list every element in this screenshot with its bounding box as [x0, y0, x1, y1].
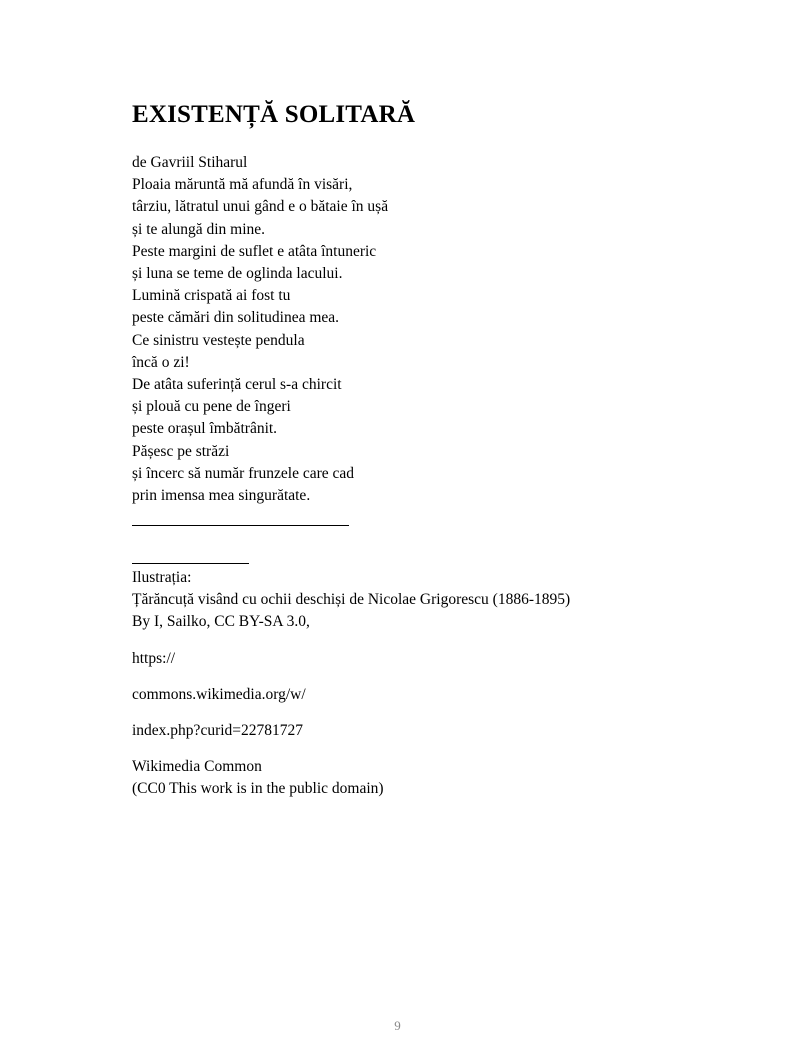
source-url-part: index.php?curid=22781727	[132, 722, 304, 740]
poem-line: târziu, lătratul unui gând e o bătaie în ușă	[132, 198, 389, 216]
poem-line: prin imensa mea singurătate.	[132, 487, 311, 505]
poem-line: Peste margini de suflet e atâta întuneric	[132, 242, 377, 260]
poem-end-divider	[132, 525, 349, 526]
illustration-label: Ilustrația:	[132, 569, 192, 586]
source-url-part: commons.wikimedia.org/w/	[132, 685, 306, 703]
poem-line: peste orașul îmbătrânit.	[132, 420, 278, 438]
page-number: 9	[394, 1018, 401, 1033]
poem-line: Ce sinistru vestește pendula	[132, 331, 305, 349]
illustration-notes	[132, 567, 570, 801]
poem-line: și te alungă din mine.	[132, 220, 266, 238]
footnote-divider	[132, 563, 249, 564]
poem-line: Ploaia măruntă mă afundă în visări,	[132, 176, 353, 194]
byline: de Gavriil Stiharul	[132, 154, 248, 171]
illustration-caption: Țărăncuță visând cu ochii deschiși de Nicolae Grigorescu (1886-1895)	[132, 591, 571, 609]
poem-line: De atâta suferință cerul s-a chircit	[132, 376, 342, 394]
poem-line: Pășesc pe străzi	[132, 442, 230, 460]
source-url-part: https://	[132, 649, 176, 667]
poem-line: peste cămări din solitudinea mea.	[132, 309, 340, 327]
poem-line: și luna se teme de oglinda lacului.	[132, 265, 343, 283]
poem-line: Lumină crispată ai fost tu	[132, 287, 291, 305]
source-name: Wikimedia Common	[132, 758, 262, 776]
illustration-credit: By I, Sailko, CC BY-SA 3.0,	[132, 613, 310, 631]
poem-title: EXISTENȚĂ SOLITARĂ	[132, 101, 416, 128]
poem-line: încă o zi!	[132, 353, 190, 371]
license-note: (CC0 This work is in the public domain)	[132, 780, 384, 798]
poem-line: și încerc să număr frunzele care cad	[132, 464, 355, 482]
poem-body	[132, 152, 388, 507]
poem-line: și plouă cu pene de îngeri	[132, 398, 291, 416]
